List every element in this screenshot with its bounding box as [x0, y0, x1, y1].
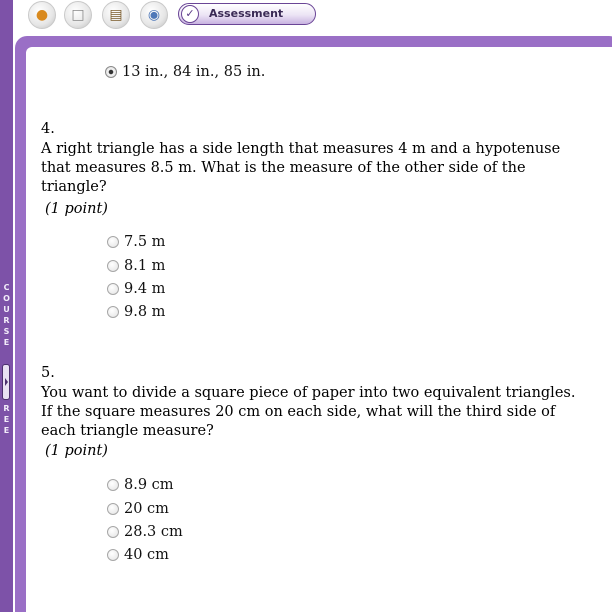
radio-button-selected[interactable] — [105, 66, 117, 78]
answer-option[interactable] — [107, 523, 183, 541]
answer-option-label: 9.4 m — [124, 281, 166, 297]
answer-option-label: 7.5 m — [124, 234, 166, 250]
answer-option[interactable] — [107, 280, 165, 298]
course-tree-label — [0, 282, 13, 436]
radio-button[interactable] — [107, 479, 119, 491]
rail-letter: E — [3, 338, 10, 347]
question-points: (1 point) — [45, 201, 108, 217]
answer-option-selected[interactable] — [105, 63, 265, 81]
radio-button[interactable] — [107, 236, 119, 248]
question-number: 5. — [41, 365, 55, 381]
globe-icon[interactable]: ◉ — [140, 1, 168, 29]
rail-letter: R — [3, 316, 10, 325]
answer-option-label: 8.9 cm — [124, 477, 174, 493]
radio-button[interactable] — [107, 549, 119, 561]
question-text: You want to divide a square piece of paper into two equivalent triangles. If the square measures 20 cm on each side, what will the third side of each triangle measure? — [41, 385, 576, 439]
answer-option[interactable] — [107, 257, 165, 275]
radio-button[interactable] — [107, 306, 119, 318]
course-tree-rail[interactable] — [0, 0, 13, 612]
answer-option[interactable] — [107, 303, 165, 321]
answer-option[interactable] — [107, 500, 169, 518]
question-number: 4. — [41, 121, 55, 137]
course-tree-toggle-handle[interactable] — [2, 364, 10, 400]
rail-letter: E — [3, 426, 10, 435]
question-points: (1 point) — [45, 443, 108, 459]
radio-button[interactable] — [107, 503, 119, 515]
rail-letter: C — [3, 283, 10, 292]
tab-assessment[interactable] — [178, 3, 316, 25]
answer-option[interactable] — [107, 546, 169, 564]
radio-button[interactable] — [107, 526, 119, 538]
answer-option-label: 13 in., 84 in., 85 in. — [122, 64, 266, 80]
assessment-icon: ✓ — [181, 5, 199, 23]
answer-option-label: 28.3 cm — [124, 524, 183, 540]
rail-letter: U — [3, 305, 10, 314]
answer-option-label: 20 cm — [124, 501, 169, 517]
radio-button[interactable] — [107, 283, 119, 295]
question-text: A right triangle has a side length that measures 4 m and a hypotenuse that measures 8.5 m. What is the measure of the other side of the triangle? — [41, 141, 561, 195]
rail-letter: S — [3, 327, 10, 336]
rail-letter: R — [3, 404, 10, 413]
books-icon[interactable]: ▤ — [102, 1, 130, 29]
answer-option[interactable] — [107, 476, 174, 494]
toolbar — [0, 0, 612, 34]
answer-option-label: 8.1 m — [124, 258, 166, 274]
rail-letter: E — [3, 415, 10, 424]
answer-option-label: 9.8 m — [124, 304, 166, 320]
page-icon[interactable]: □ — [64, 1, 92, 29]
radio-button[interactable] — [107, 260, 119, 272]
home-icon[interactable]: ● — [28, 1, 56, 29]
rail-letter: O — [3, 294, 10, 303]
answer-option-label: 40 cm — [124, 547, 169, 563]
answer-option[interactable] — [107, 233, 165, 251]
tab-assessment-label: Assessment — [209, 7, 284, 20]
